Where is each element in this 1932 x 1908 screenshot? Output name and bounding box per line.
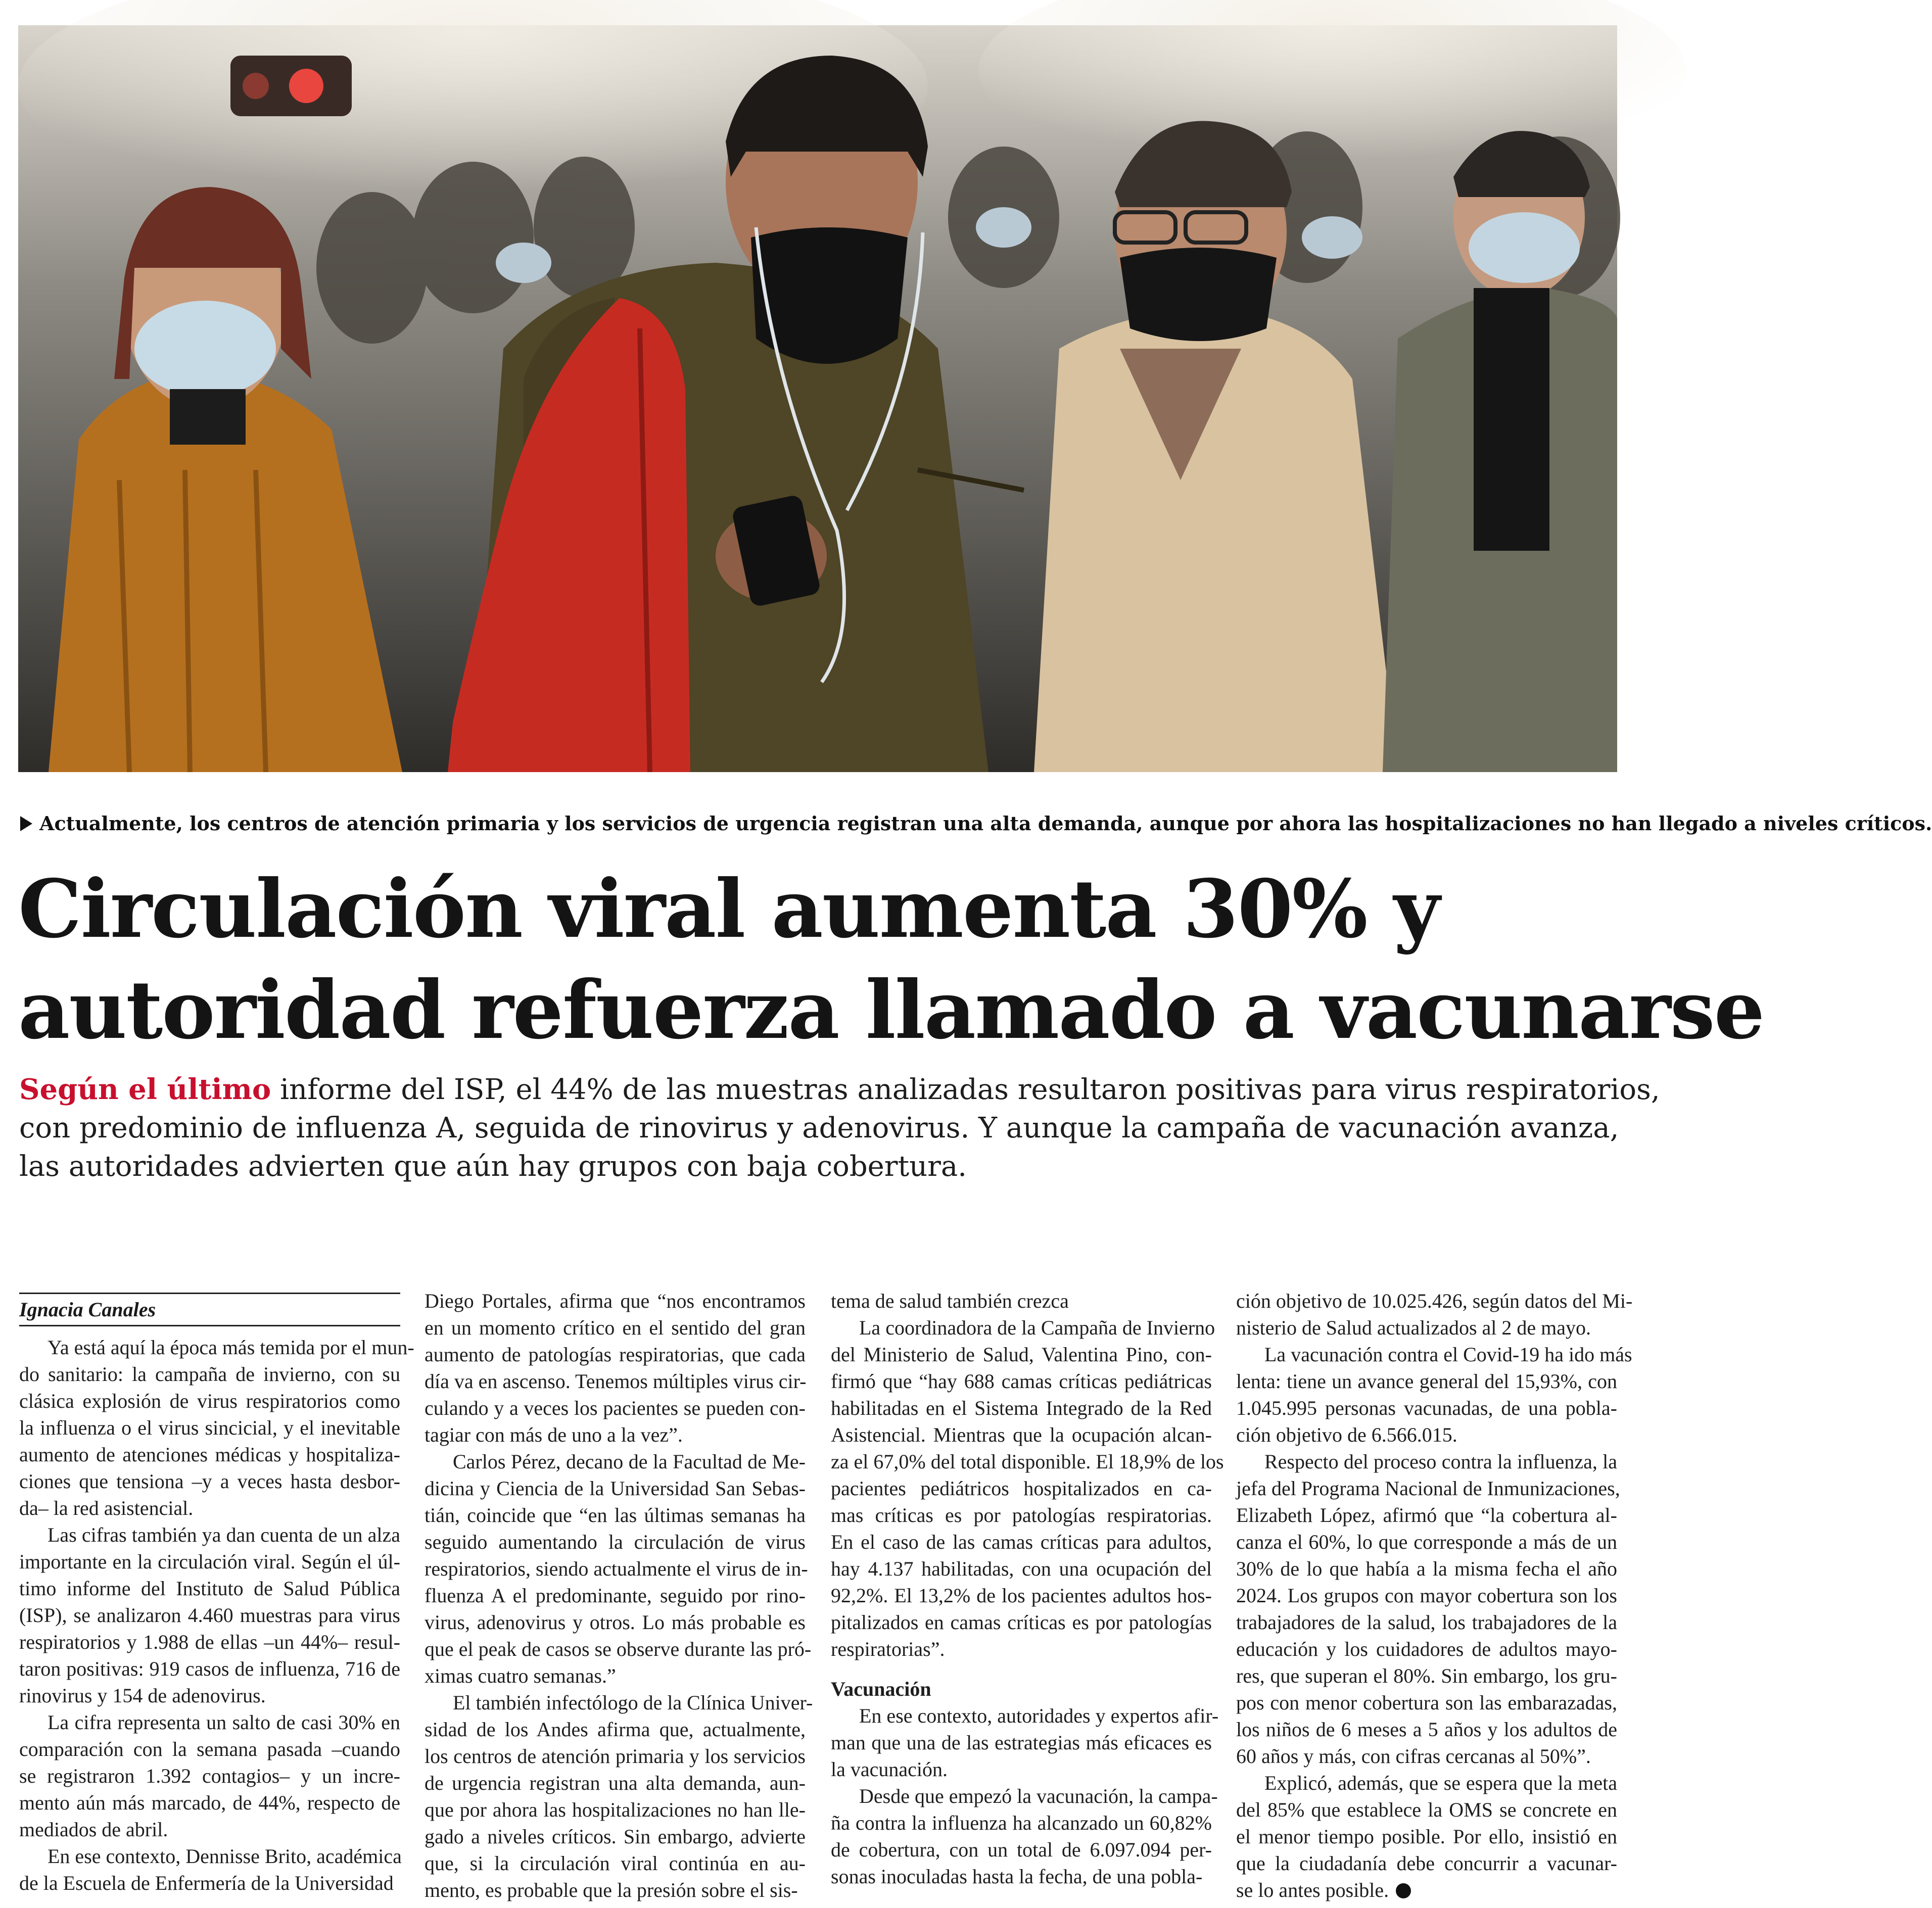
- text-line: comparación con la semana pasada –cuando: [19, 1738, 400, 1760]
- lead-line-3: las autoridades advierten que aún hay grupos con baja cobertura.: [19, 1150, 967, 1183]
- text-line: rinovirus y 154 de adenovirus.: [19, 1684, 266, 1707]
- text-line: La cifra representa un salto de casi 30% en: [48, 1711, 400, 1734]
- text-line: En ese contexto, Dennisse Brito, académica: [48, 1845, 402, 1868]
- caption-text: Actualmente, los centros de atención primaria y los servicios de urgencia registran una alta demanda, aunque por ahora las hospitalizaciones no han llegado a niveles críticos.: [39, 812, 1932, 835]
- text-line: Ya está aquí la época más temida por el mun-: [48, 1336, 414, 1359]
- text-line: que, si la circulación viral continúa en au-: [425, 1852, 806, 1875]
- text-line: habilitadas en el Sistema Integrado de la Red: [831, 1397, 1212, 1419]
- text-line: virus, adenovirus y otros. Lo más probable es: [425, 1611, 806, 1634]
- text-line: Elizabeth López, afirmó que “la cobertura al-: [1236, 1504, 1617, 1527]
- text-line: trabajadores de la salud, los trabajadores de la: [1236, 1611, 1617, 1634]
- text-line: fluenza A el predominante, seguido por rino-: [425, 1584, 806, 1607]
- text-line: res, que superan el 80%. Sin embargo, los gru-: [1236, 1664, 1617, 1687]
- lead-kicker: Según el último: [19, 1073, 271, 1106]
- text-line: aumento de patologías respiratorias, que cada: [425, 1343, 806, 1366]
- text-line: hay 4.137 habilitadas, con una ocupación del: [831, 1557, 1212, 1580]
- text-line: la vacunación.: [831, 1758, 948, 1781]
- text-line: En el caso de las camas críticas para adultos,: [831, 1531, 1212, 1553]
- text-line: lenta: tiene un avance general del 15,93%, con: [1236, 1370, 1617, 1393]
- text-line: día va en ascenso. Tenemos múltiples virus cir-: [425, 1370, 807, 1393]
- text-line: mediados de abril.: [19, 1818, 168, 1841]
- text-line: gado a niveles críticos. Sin embargo, advierte: [425, 1825, 806, 1848]
- text-line: tema de salud también crezca: [831, 1290, 1069, 1312]
- text-line: que por ahora las hospitalizaciones no han lle-: [425, 1798, 806, 1821]
- text-line: jefa del Programa Nacional de Inmunizaciones,: [1236, 1477, 1620, 1500]
- text-line: La coordinadora de la Campaña de Invierno: [859, 1316, 1215, 1339]
- byline-top-rule: [19, 1293, 400, 1294]
- caption-triangle-icon: [20, 816, 32, 831]
- text-line: 60 años y más, con cifras cercanas al 50%”.: [1236, 1745, 1591, 1768]
- text-line: Las cifras también ya dan cuenta de un alza: [48, 1523, 400, 1546]
- text-line: za el 67,0% del total disponible. El 18,9% de los: [831, 1450, 1224, 1473]
- text-line: nisterio de Salud actualizados al 2 de mayo.: [1236, 1316, 1591, 1339]
- headline-line-2: autoridad refuerza llamado a vacunarse: [18, 964, 1764, 1057]
- text-line: sidad de los Andes afirma que, actualmente,: [425, 1718, 806, 1741]
- text-line: la influenza o el virus sincicial, y el inevitable: [19, 1416, 400, 1439]
- lead-line-2: con predominio de influenza A, seguida de rinovirus y adenovirus. Y aunque la campaña de vacunación avanza,: [19, 1112, 1619, 1144]
- text-line: El también infectólogo de la Clínica Univer-: [453, 1691, 813, 1714]
- photo-caption: [20, 808, 1932, 839]
- section-subhead: Vacunación: [831, 1678, 931, 1700]
- text-line: culando y a veces los pacientes se pueden con-: [425, 1397, 806, 1419]
- lead-line-1-text: informe del ISP, el 44% de las muestras analizadas resultaron positivas para virus respiratorios,: [271, 1073, 1660, 1106]
- text-line: Asistencial. Mientras que la ocupación alcan-: [831, 1423, 1212, 1446]
- text-line: pos con menor cobertura son las embarazadas,: [1236, 1691, 1617, 1714]
- text-line: el menor tiempo posible. Por ello, insistió en: [1236, 1825, 1617, 1848]
- text-line: respiratorios y 1.988 de ellas –un 44%– resul-: [19, 1631, 400, 1653]
- text-line: se lo antes posible.: [1236, 1877, 1617, 1903]
- text-line: mento aún más marcado, de 44%, respecto de: [19, 1791, 400, 1814]
- text-line: dicina y Ciencia de la Universidad San Sebas-: [425, 1477, 806, 1500]
- byline: Ignacia Canales: [19, 1298, 156, 1321]
- article-column-4: [1236, 1287, 1633, 1903]
- text-line: que el peak de casos se observe durante las pró-: [425, 1638, 812, 1660]
- text-line: (ISP), se analizaron 4.460 muestras para virus: [19, 1604, 400, 1627]
- headline: [18, 859, 1764, 1061]
- text-line: 1.045.995 personas vacunadas, de una pobla-: [1236, 1397, 1617, 1419]
- text-line: pacientes pediátricos hospitalizados en ca-: [831, 1477, 1212, 1500]
- text-line: 30% de lo que había a la misma fecha el año: [1236, 1557, 1617, 1580]
- text-line: Desde que empezó la vacunación, la campa-: [859, 1785, 1218, 1807]
- text-line: mento, es probable que la presión sobre el sis-: [425, 1879, 798, 1901]
- end-of-article-dot-icon: [1396, 1883, 1411, 1898]
- text-line: que la ciudadanía debe concurrir a vacunar-: [1236, 1852, 1617, 1875]
- article-column-2: [425, 1287, 813, 1903]
- text-line: de la Escuela de Enfermería de la Universidad: [19, 1872, 394, 1894]
- text-line: seguido aumentando la circulación de virus: [425, 1531, 806, 1553]
- text-line: respiratorios, siendo actualmente el virus de in-: [425, 1557, 808, 1580]
- text-line: 2024. Los grupos con mayor cobertura son los: [1236, 1584, 1617, 1607]
- photo-illustration: [18, 25, 1617, 772]
- text-line: da– la red asistencial.: [19, 1497, 194, 1519]
- headline-line-1: Circulación viral aumenta 30% y: [18, 863, 1439, 956]
- text-line: do sanitario: la campaña de invierno, con su: [19, 1363, 400, 1386]
- text-line: Diego Portales, afirma que “nos encontramos: [425, 1290, 806, 1312]
- text-line: clásica explosión de virus respiratorios como: [19, 1390, 400, 1412]
- text-line: de urgencia registran una alta demanda, aun-: [425, 1772, 806, 1794]
- text-line: canza el 60%, lo que corresponde a más de un: [1236, 1531, 1617, 1553]
- text-line: ciones que tensiona –y a veces hasta desbor-: [19, 1470, 400, 1493]
- lead-paragraph: [19, 1070, 1660, 1186]
- text-line: ximas cuatro semanas.”: [425, 1664, 616, 1687]
- lead-line-1: [19, 1070, 1660, 1109]
- text-line: respiratorias”.: [831, 1638, 945, 1660]
- text-line: taron positivas: 919 casos de influenza, 716 de: [19, 1657, 400, 1680]
- text-line: se registraron 1.392 contagios– y un incre-: [19, 1764, 400, 1787]
- text-line: tián, coincide que “en las últimas semanas ha: [425, 1504, 806, 1527]
- article-photo: [18, 25, 1617, 772]
- text-line: ña contra la influenza ha alcanzado un 60,82%: [831, 1811, 1212, 1834]
- text-line: 92,2%. El 13,2% de los pacientes adultos hos-: [831, 1584, 1212, 1607]
- text-line: La vacunación contra el Covid-19 ha ido más: [1264, 1343, 1632, 1366]
- text-line: Explicó, además, que se espera que la meta: [1264, 1772, 1617, 1794]
- text-line: en un momento crítico en el sentido del gran: [425, 1316, 806, 1339]
- text-line: aumento de atenciones médicas y hospitaliza-: [19, 1443, 400, 1466]
- text-line: de cobertura, con un total de 6.097.094 per-: [831, 1838, 1212, 1861]
- text-line: man que una de las estrategias más eficaces es: [831, 1731, 1212, 1754]
- text-line: educación y los cuidadores de adultos mayo-: [1236, 1638, 1617, 1660]
- text-line: ción objetivo de 6.566.015.: [1236, 1423, 1457, 1446]
- text-line: los niños de 6 meses a 5 años y los adultos de: [1236, 1718, 1617, 1741]
- text-line: pitalizados en camas críticas es por patologías: [831, 1611, 1212, 1634]
- text-line: importante en la circulación viral. Según el úl-: [19, 1550, 400, 1573]
- text-line: sonas inoculadas hasta la fecha, de una pobla-: [831, 1865, 1203, 1888]
- article-column-1: [19, 1334, 414, 1896]
- text-line: del Ministerio de Salud, Valentina Pino, con-: [831, 1343, 1212, 1366]
- text-line: tagiar con más de uno a la vez”.: [425, 1423, 683, 1446]
- text-line: ción objetivo de 10.025.426, según datos del Mi-: [1236, 1290, 1633, 1312]
- text-line: Carlos Pérez, decano de la Facultad de Me-: [453, 1450, 806, 1473]
- text-line: Respecto del proceso contra la influenza, la: [1264, 1450, 1617, 1473]
- text-line: En ese contexto, autoridades y expertos afir-: [859, 1704, 1219, 1727]
- text-line: timo informe del Instituto de Salud Pública: [19, 1577, 400, 1600]
- article-column-3: [831, 1287, 1224, 1890]
- text-line: los centros de atención primaria y los servicios: [425, 1745, 806, 1768]
- text-line: del 85% que establece la OMS se concrete en: [1236, 1798, 1617, 1821]
- byline-bottom-rule: [19, 1325, 400, 1326]
- text-line: firmó que “hay 688 camas críticas pediátricas: [831, 1370, 1212, 1393]
- text-line: mas críticas es por patologías respiratorias.: [831, 1504, 1212, 1527]
